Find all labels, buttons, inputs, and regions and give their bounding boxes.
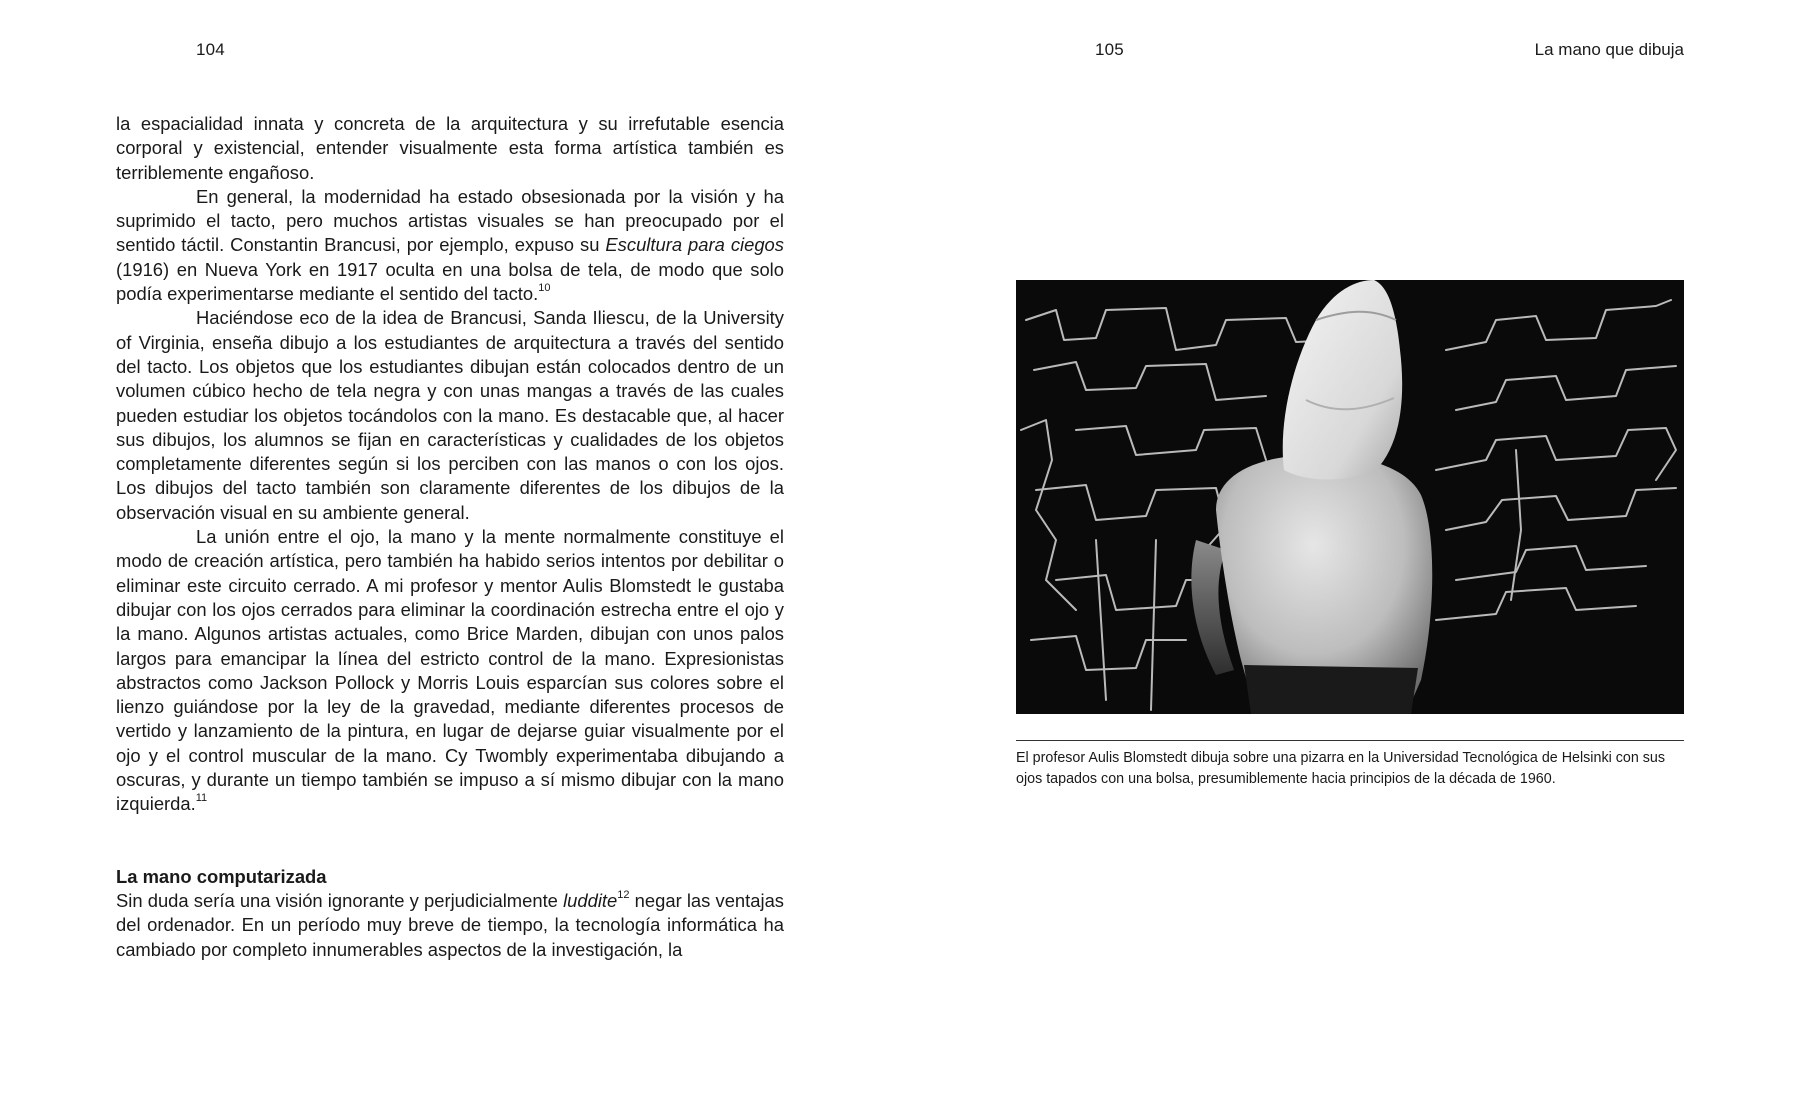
luddite-italic: luddite bbox=[563, 889, 618, 911]
page-number-left: 104 bbox=[196, 40, 225, 59]
paragraph-2-text-after: (1916) en Nueva York en 1917 oculta en una bolsa de tela, de modo que solo podía experimentarse mediante el sentido del tacto. bbox=[116, 258, 784, 305]
footnote-ref-11: 11 bbox=[195, 792, 208, 805]
photograph-blindfolded-drawing bbox=[1016, 280, 1684, 714]
paragraph-4 bbox=[116, 525, 784, 817]
footnote-ref-10: 10 bbox=[538, 281, 551, 294]
body-text bbox=[116, 112, 784, 962]
section-text-before: Sin duda sería una visión ignorante y perjudicialmente bbox=[116, 889, 564, 911]
running-head: La mano que dibuja bbox=[1534, 40, 1684, 59]
footnote-ref-12: 12 bbox=[617, 888, 630, 901]
photo-illustration bbox=[1016, 280, 1684, 714]
paragraph-4-text: La unión entre el ojo, la mano y la mente normalmente constituye el modo de creación artística, pero también ha habido serios intentos por debilitar o eliminar este circuito cerrado. A mi profesor y mentor Aulis Blomstedt le gustaba dibujar con los ojos cerrados para eliminar la coordinación estrecha entre el ojo y la mano. Algunos artistas actuales, como Brice Marden, dibujan con unos palos largos para emancipar la línea del estricto control de la mano. Expresionistas abstractos como Jackson Pollock y Morris Louis esparcían sus colores sobre el lienzo guiándose por la ley de la gravedad, mediante diferentes procesos de vertido y lanzamiento de la pintura, en lugar de dejarse guiar visualmente por el ojo y el control muscular de la mano. Cy Twombly experimentaba dibujando a oscuras, y durante un tiempo también se impuso a sí mismo dibujar con la mano izquierda. bbox=[116, 526, 784, 815]
section-paragraph bbox=[116, 889, 784, 962]
figure-caption: El profesor Aulis Blomstedt dibuja sobre una pizarra en la Universidad Tecnológica de Helsinki con sus ojos tapados con una bolsa, presumiblemente hacia principios de la década de 1960. bbox=[1016, 750, 1666, 787]
paragraph-1: la espacialidad innata y concreta de la arquitectura y su irrefutable esencia corporal y existencial, entender visualmente esta forma artística también es terriblemente engañoso. bbox=[116, 113, 784, 183]
caption-rule bbox=[1016, 740, 1684, 741]
paragraph-2-text-before: En general, la modernidad ha estado obsesionada por la visión y ha suprimido el tacto, pero muchos artistas visuales se han preocupado por el sentido táctil. Constantin Brancusi, por ejemplo, expuso su bbox=[116, 185, 784, 256]
paragraph-3: Haciéndose eco de la idea de Brancusi, Sanda Iliescu, de la University of Virginia, enseña dibujo a los estudiantes de arquitectura a través del sentido del tacto. Los objetos que los estudiantes dibujan están colocados dentro de un volumen cúbico hecho de tela negra y con unas mangas a través de las cuales pueden estudiar los objetos tocándolos con la mano. Es destacable que, al hacer sus dibujos, los alumnos se fijan en características y cualidades de los objetos completamente diferentes según si los perciben con las manos o con los ojos. Los dibujos del tacto también son claramente diferentes de los dibujos de la observación visual en su ambiente general. bbox=[116, 307, 784, 523]
artwork-title-italic: Escultura para ciegos bbox=[605, 234, 784, 256]
page-number-right: 105 bbox=[1095, 40, 1124, 59]
paragraph-2 bbox=[116, 185, 784, 306]
right-page bbox=[900, 0, 1800, 1112]
section-heading: La mano computarizada bbox=[116, 865, 327, 887]
section-text-after: negar las ventajas del ordenador. En un período muy breve de tiempo, la tecnología informática ha cambiado por completo innumerables aspectos de la investigación, la bbox=[116, 889, 784, 960]
